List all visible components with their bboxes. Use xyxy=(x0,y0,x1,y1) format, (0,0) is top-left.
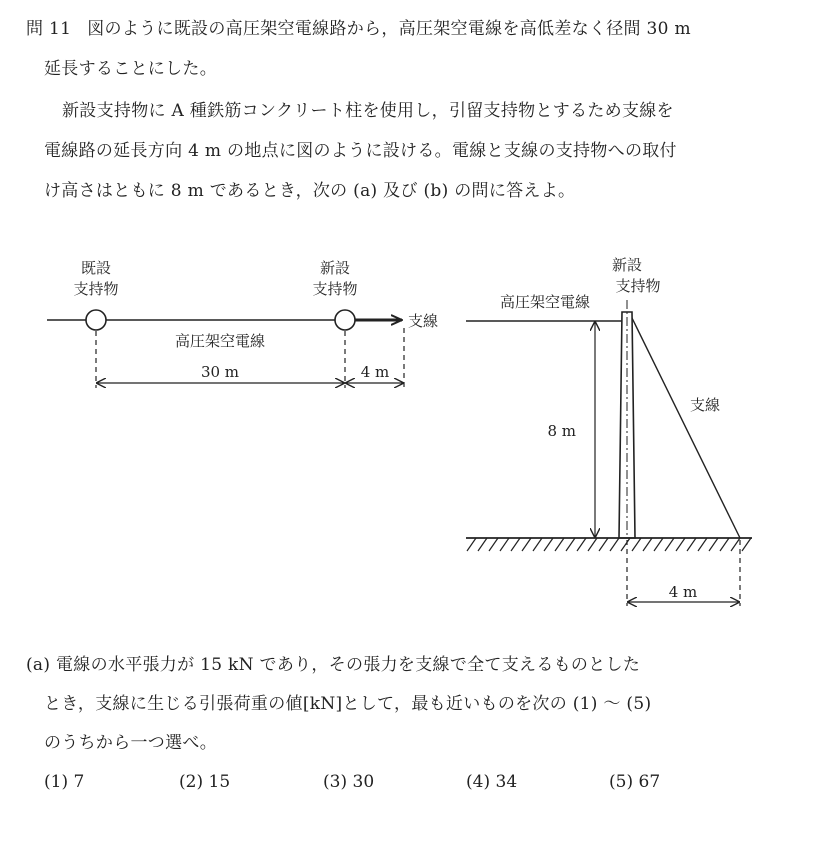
hatch-mark xyxy=(731,538,740,551)
problem-line-2: 延長することにした。 xyxy=(44,59,217,79)
plan-view xyxy=(47,259,438,388)
choice-4-num: (4) xyxy=(466,772,491,792)
new-support-label-2: 支持物 xyxy=(312,280,358,298)
choice-5-value: 67 xyxy=(638,772,661,792)
hatch-mark xyxy=(632,538,641,551)
choice-1-value: 7 xyxy=(73,772,85,792)
span-label: 30 m xyxy=(200,363,240,381)
problem-label: 問 11 xyxy=(26,19,72,39)
stay-label-plan: 支線 xyxy=(408,312,439,330)
hatch-mark xyxy=(643,538,652,551)
problem-line-3: 新設支持物に A 種鉄筋コンクリート柱を使用し，引留支持物とするため支線を xyxy=(62,101,674,121)
question-a-line-2: とき，支線に生じる引張荷重の値[kN]として，最も近いものを次の (1) ～ (5) xyxy=(44,694,652,714)
problem-line-5: け高さはともに 8 m であるとき，次の (a) 及び (b) の問に答えよ。 xyxy=(44,181,576,201)
hatch-mark xyxy=(720,538,729,551)
choice-1[interactable] xyxy=(44,772,84,792)
hatch-mark xyxy=(588,538,597,551)
hatch-mark xyxy=(511,538,520,551)
hatch-mark xyxy=(654,538,663,551)
hatch-mark xyxy=(566,538,575,551)
problem-line-4: 電線路の延長方向 4 m の地点に図のように設ける。電線と支線の支持物への取付 xyxy=(44,141,677,161)
hatch-mark xyxy=(467,538,476,551)
hatch-mark xyxy=(489,538,498,551)
choice-3-value: 30 xyxy=(352,772,375,792)
hatch-mark xyxy=(698,538,707,551)
choice-4[interactable] xyxy=(466,772,517,792)
choice-2[interactable] xyxy=(179,772,230,792)
choice-3-num: (3) xyxy=(323,772,348,792)
hatch-mark xyxy=(555,538,564,551)
choice-5[interactable] xyxy=(609,772,660,792)
choice-5-num: (5) xyxy=(609,772,634,792)
existing-support-circle xyxy=(86,310,106,330)
line-label-plan: 高圧架空電線 xyxy=(174,332,266,350)
stay-wire xyxy=(632,318,740,538)
hatch-mark xyxy=(687,538,696,551)
choice-2-value: 15 xyxy=(208,772,231,792)
hatch-mark xyxy=(676,538,685,551)
height-label: 8 m xyxy=(547,422,576,440)
new-support-label-1: 新設 xyxy=(319,259,351,277)
new-support-label-elev-2: 支持物 xyxy=(615,277,661,295)
existing-support-label-1: 既設 xyxy=(80,259,112,277)
new-support-circle xyxy=(335,310,355,330)
hatch-mark xyxy=(709,538,718,551)
stay-label-elev: 支線 xyxy=(690,396,721,414)
hatch-mark xyxy=(621,538,630,551)
hatch-mark xyxy=(544,538,553,551)
choice-4-value: 34 xyxy=(495,772,518,792)
problem-text-1: 図のように既設の高圧架空電線路から，高圧架空電線を高低差なく径間 30 m xyxy=(87,19,691,39)
hatch-mark xyxy=(599,538,608,551)
question-a-line-3: のうちから一つ選べ。 xyxy=(44,733,217,753)
hatch-mark xyxy=(610,538,619,551)
choice-3[interactable] xyxy=(323,772,374,792)
choice-2-num: (2) xyxy=(179,772,204,792)
stay-distance-label-plan: 4 m xyxy=(360,363,390,381)
elevation-view xyxy=(466,256,752,606)
question-a-line-1: (a) 電線の水平張力が 15 kN であり，その張力を支線で全て支えるものとした xyxy=(26,655,641,675)
ground-hatching xyxy=(467,538,751,551)
existing-support-label-2: 支持物 xyxy=(73,280,119,298)
hatch-mark xyxy=(665,538,674,551)
hatch-mark xyxy=(533,538,542,551)
hatch-mark xyxy=(500,538,509,551)
hatch-mark xyxy=(577,538,586,551)
line-label-elev: 高圧架空電線 xyxy=(499,293,591,311)
hatch-mark xyxy=(522,538,531,551)
choice-1-num: (1) xyxy=(44,772,69,792)
hatch-mark xyxy=(742,538,751,551)
new-support-label-elev-1: 新設 xyxy=(611,256,643,274)
distance-label-elev: 4 m xyxy=(668,583,698,601)
hatch-mark xyxy=(478,538,487,551)
